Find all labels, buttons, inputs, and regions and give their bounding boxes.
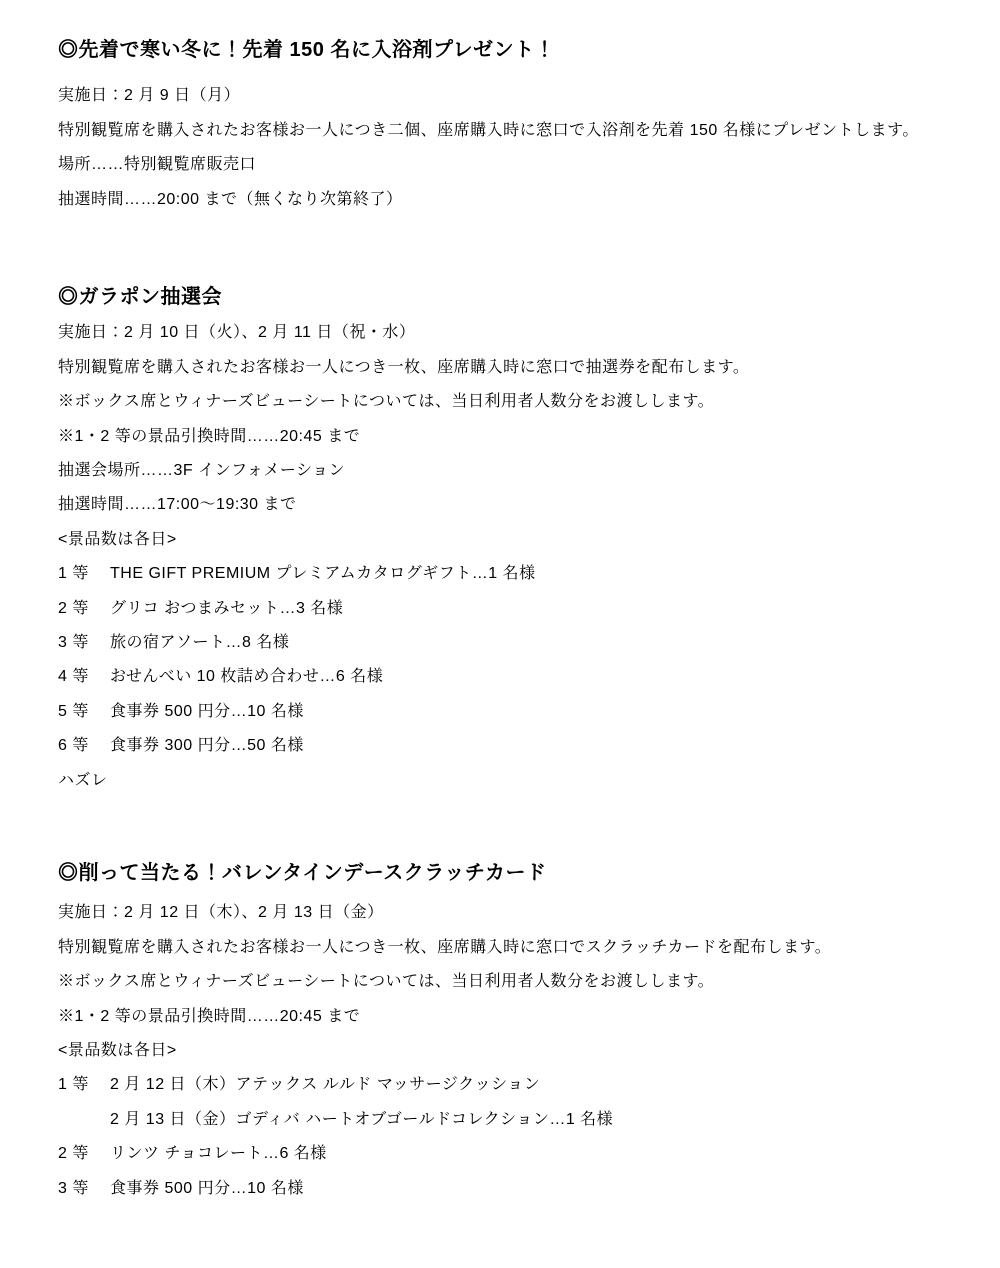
text-line: 場所……特別観覧席販売口 xyxy=(58,156,257,174)
prize-line: 1 等 2 月 12 日（木）アテックス ルルド マッサージクッション xyxy=(58,1076,541,1094)
section-bath-gift-title: ◎先着で寒い冬に！先着 150 名に入浴剤プレゼント！ xyxy=(58,39,556,61)
section-valentine-title: ◎削って当たる！バレンタインデースクラッチカード xyxy=(58,862,547,884)
text-line: 実施日：2 月 9 日（月） xyxy=(58,87,241,105)
text-line: 特別観覧席を購入されたお客様お一人につき二個、座席購入時に窓口で入浴剤を先着 150 名様にプレゼントします。 xyxy=(58,121,919,139)
text-line: 実施日：2 月 12 日（木）、2 月 13 日（金） xyxy=(58,904,384,922)
text-line: 特別観覧席を購入されたお客様お一人につき一枚、座席購入時に窓口でスクラッチカードを配布します。 xyxy=(58,938,832,956)
prize-line: 2 月 13 日（金）ゴディバ ハートオブゴールドコレクション…1 名様 xyxy=(58,1110,614,1128)
text-line: ※ボックス席とウィナーズビューシートについては、当日利用者人数分をお渡しします。 xyxy=(58,973,715,991)
section-garapon-title: ◎ガラポン抽選会 xyxy=(58,286,222,308)
prize-line: 6 等 食事券 300 円分…50 名様 xyxy=(58,737,304,755)
prize-line: 3 等 食事券 500 円分…10 名様 xyxy=(58,1179,304,1197)
prize-line: 4 等 おせんべい 10 枚詰め合わせ…6 名様 xyxy=(58,668,384,686)
prize-line: 5 等 食事券 500 円分…10 名様 xyxy=(58,702,304,720)
text-line: ※1・2 等の景品引換時間……20:45 まで xyxy=(58,1007,361,1025)
text-line: 抽選時間……20:00 まで（無くなり次第終了） xyxy=(58,190,403,208)
text-line: 抽選会場所……3F インフォメーション xyxy=(58,462,346,480)
prize-line: 3 等 旅の宿アソート…8 名様 xyxy=(58,634,290,652)
section-valentine-scratch xyxy=(58,856,970,1206)
text-line: ※ボックス席とウィナーズビューシートについては、当日利用者人数分をお渡しします。 xyxy=(58,393,715,411)
section-bath-gift-event xyxy=(58,33,970,217)
text-line: 特別観覧席を購入されたお客様お一人につき一枚、座席購入時に窓口で抽選券を配布します。 xyxy=(58,358,750,376)
section-garapon-lottery xyxy=(58,280,970,798)
text-line: 抽選時間……17:00～19:30 まで xyxy=(58,496,297,514)
prize-line: 1 等 THE GIFT PREMIUM プレミアムカタログギフト…1 名様 xyxy=(58,565,536,583)
prize-line: 2 等 グリコ おつまみセット…3 名様 xyxy=(58,599,344,617)
prize-line: 2 等 リンツ チョコレート…6 名様 xyxy=(58,1145,327,1163)
text-line: <景品数は各日> xyxy=(58,1042,177,1060)
text-line: 実施日：2 月 10 日（火）、2 月 11 日（祝・水） xyxy=(58,324,416,342)
prize-line: ハズレ xyxy=(58,771,108,789)
text-line: ※1・2 等の景品引換時間……20:45 まで xyxy=(58,427,361,445)
text-line: <景品数は各日> xyxy=(58,530,177,548)
